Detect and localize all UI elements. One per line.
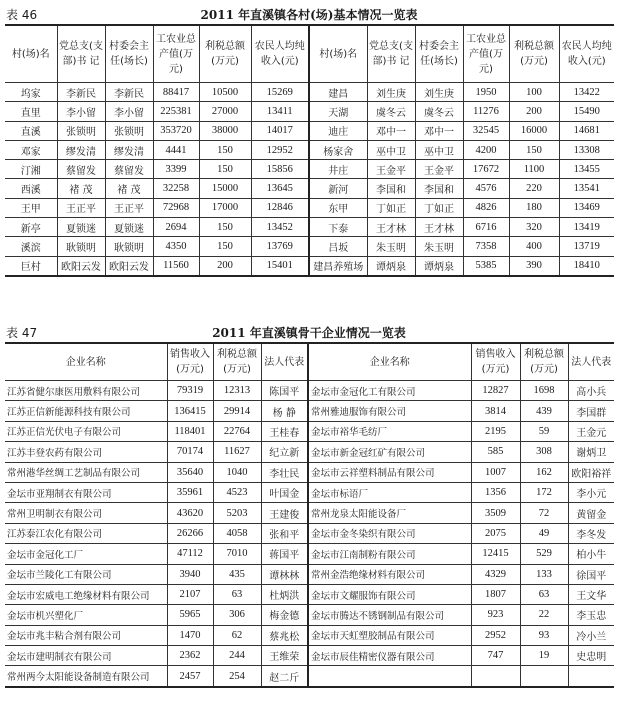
table-cell: 32545	[463, 121, 509, 140]
table-cell: 35640	[167, 462, 213, 482]
table-cell: 72968	[153, 198, 199, 217]
table-cell: 新河	[309, 179, 367, 198]
table-cell: 13419	[559, 218, 614, 237]
table-cell: 29914	[213, 401, 261, 421]
table47-label: 表 47	[6, 326, 38, 340]
table-cell: 常州港华丝绸工艺制品有限公司	[5, 462, 167, 482]
table-row	[5, 564, 614, 584]
table-cell: 金坛市新金冠红矿有限公司	[308, 442, 471, 462]
col-output-value: 工农业总产值(万元)	[153, 25, 199, 83]
table47-header	[0, 322, 618, 340]
table-cell: 12846	[251, 198, 309, 217]
table-cell: 22	[520, 605, 568, 625]
table-cell: 江苏正信光伏电子有限公司	[5, 421, 167, 441]
table-cell: 李新民	[105, 83, 153, 102]
table-cell: 张锁明	[57, 121, 105, 140]
table46-header-row	[5, 25, 614, 83]
table-cell: 王才林	[367, 218, 415, 237]
col-output-value: 工农业总产值(万元)	[463, 25, 509, 83]
table-cell: 150	[199, 140, 251, 159]
table-cell: 谭林林	[261, 564, 308, 584]
table-row	[5, 237, 614, 256]
col-profit-tax: 利税总额(万元)	[213, 343, 261, 381]
table-cell: 杜炳洪	[261, 584, 308, 604]
table-cell: 59	[520, 421, 568, 441]
table-cell: 72	[520, 503, 568, 523]
col-enterprise-name: 企业名称	[5, 343, 167, 381]
table-cell: 欧阳云发	[105, 256, 153, 276]
table-cell: 3509	[471, 503, 520, 523]
table-row	[5, 83, 614, 102]
table-cell: 李小留	[57, 102, 105, 121]
table-cell: 井庄	[309, 160, 367, 179]
table-cell: 金坛市文耀服饰有限公司	[308, 584, 471, 604]
table-cell: 丁如正	[415, 198, 463, 217]
col-party-secretary: 党总支(支部)书 记	[57, 25, 105, 83]
col-legal-representative: 法人代表	[261, 343, 308, 381]
table-cell: 欧阳云发	[57, 256, 105, 276]
table-row	[5, 503, 614, 523]
table-cell: 2457	[167, 666, 213, 687]
table-cell: 200	[199, 256, 251, 276]
table-cell: 谢炳卫	[568, 442, 614, 462]
table-cell: 3940	[167, 564, 213, 584]
table-cell: 李国和	[415, 179, 463, 198]
table-cell: 136415	[167, 401, 213, 421]
table-cell: 西溪	[5, 179, 57, 198]
col-per-capita-income: 农民人均纯收入(元)	[559, 25, 614, 83]
table-cell: 巫中卫	[415, 140, 463, 159]
table-cell: 王甲	[5, 198, 57, 217]
table-cell: 79319	[167, 381, 213, 401]
table-cell: 2952	[471, 625, 520, 645]
table-cell: 王正平	[105, 198, 153, 217]
table-cell: 220	[509, 179, 559, 198]
table-cell: 100	[509, 83, 559, 102]
table-row	[5, 523, 614, 543]
table-cell: 13719	[559, 237, 614, 256]
table-cell: 金坛市金冠化工厂	[5, 544, 167, 564]
table-cell: 1807	[471, 584, 520, 604]
table-cell: 63	[213, 584, 261, 604]
table-cell: 150	[199, 218, 251, 237]
table-cell: 李小留	[105, 102, 153, 121]
table46-village-overview	[5, 24, 614, 277]
table-cell: 金坛市宏威电工绝缘材料有限公司	[5, 584, 167, 604]
table-cell: 3399	[153, 160, 199, 179]
table-cell: 1356	[471, 482, 520, 502]
table-cell: 褚 茂	[105, 179, 153, 198]
table-cell: 张锁明	[105, 121, 153, 140]
table-cell: 320	[509, 218, 559, 237]
table-cell: 金坛市亚翔制衣有限公司	[5, 482, 167, 502]
table-cell: 丁如正	[367, 198, 415, 217]
table-cell: 1007	[471, 462, 520, 482]
table-cell: 刘生庚	[415, 83, 463, 102]
table-cell: 梅金德	[261, 605, 308, 625]
table-cell: 88417	[153, 83, 199, 102]
table-row	[5, 482, 614, 502]
table-cell: 15856	[251, 160, 309, 179]
table-cell: 306	[213, 605, 261, 625]
table-cell	[520, 666, 568, 687]
table-cell: 1470	[167, 625, 213, 645]
table-cell: 王才林	[415, 218, 463, 237]
table-cell: 常州金浩绝缘材料有限公司	[308, 564, 471, 584]
table-cell: 400	[509, 237, 559, 256]
table-cell: 7358	[463, 237, 509, 256]
table-cell: 朱玉明	[367, 237, 415, 256]
table-cell: 江苏正信新能源科技有限公司	[5, 401, 167, 421]
table-cell: 夏锁迷	[105, 218, 153, 237]
table-row	[5, 256, 614, 276]
table-cell: 93	[520, 625, 568, 645]
table-row	[5, 544, 614, 564]
table-cell: 1040	[213, 462, 261, 482]
table-cell: 1100	[509, 160, 559, 179]
table-cell: 朱玉明	[415, 237, 463, 256]
table-cell: 直溪	[5, 121, 57, 140]
table-cell: 虞冬云	[367, 102, 415, 121]
table-cell: 172	[520, 482, 568, 502]
table-cell: 43620	[167, 503, 213, 523]
table-cell: 金坛市金冬染织有限公司	[308, 523, 471, 543]
col-party-secretary: 党总支(支部)书 记	[367, 25, 415, 83]
table-cell: 李国群	[568, 401, 614, 421]
table-cell: 褚 茂	[57, 179, 105, 198]
table-cell: 江苏泰江农化有限公司	[5, 523, 167, 543]
table-cell: 王正平	[57, 198, 105, 217]
table-cell: 下泰	[309, 218, 367, 237]
table-cell: 李壮民	[261, 462, 308, 482]
table-row	[5, 381, 614, 401]
table-cell: 金坛市兆丰粘合剂有限公司	[5, 625, 167, 645]
table-cell: 13452	[251, 218, 309, 237]
table-cell: 133	[520, 564, 568, 584]
table-cell: 东甲	[309, 198, 367, 217]
table-cell: 2694	[153, 218, 199, 237]
table-cell: 10500	[199, 83, 251, 102]
table-cell: 天湖	[309, 102, 367, 121]
table-cell: 13455	[559, 160, 614, 179]
table-cell: 4329	[471, 564, 520, 584]
table-cell: 7010	[213, 544, 261, 564]
table-cell: 225381	[153, 102, 199, 121]
table-cell: 27000	[199, 102, 251, 121]
table-cell	[568, 666, 614, 687]
table-cell: 王建俊	[261, 503, 308, 523]
table-row	[5, 421, 614, 441]
table-cell: 汀湘	[5, 160, 57, 179]
table-cell: 49	[520, 523, 568, 543]
table-cell: 杨 静	[261, 401, 308, 421]
table-cell: 14017	[251, 121, 309, 140]
table-cell: 585	[471, 442, 520, 462]
table-cell: 1698	[520, 381, 568, 401]
table-cell: 李玉忠	[568, 605, 614, 625]
table-cell: 47112	[167, 544, 213, 564]
table-cell: 张和平	[261, 523, 308, 543]
table-cell: 王金元	[568, 421, 614, 441]
table46-header	[0, 4, 618, 22]
table-cell: 2362	[167, 646, 213, 666]
table47-title: 2011 年直溪镇骨干企业情况一览表	[212, 326, 406, 340]
table-cell: 22764	[213, 421, 261, 441]
table-cell: 黄留金	[568, 503, 614, 523]
table-cell: 308	[520, 442, 568, 462]
table-cell: 巨村	[5, 256, 57, 276]
table-cell: 常州龙泉太阳能设备厂	[308, 503, 471, 523]
table-cell: 150	[199, 160, 251, 179]
table-cell: 金坛市机兴塑化厂	[5, 605, 167, 625]
table-cell: 常州卫明制衣有限公司	[5, 503, 167, 523]
table-cell: 史忠明	[568, 646, 614, 666]
table-cell: 15490	[559, 102, 614, 121]
table-cell: 4350	[153, 237, 199, 256]
table-cell: 王桂春	[261, 421, 308, 441]
table-row	[5, 218, 614, 237]
table-cell: 建昌	[309, 83, 367, 102]
table-cell: 18410	[559, 256, 614, 276]
table47-header-row	[5, 343, 614, 381]
table-cell: 缪发清	[57, 140, 105, 159]
table46-label: 表 46	[6, 8, 38, 22]
table46-title: 2011 年直溪镇各村(场)基本情况一览表	[200, 8, 418, 22]
table-cell: 李小元	[568, 482, 614, 502]
table-cell: 谭炳泉	[415, 256, 463, 276]
table-cell: 坞家	[5, 83, 57, 102]
col-profit-tax: 利税总额(万元)	[199, 25, 251, 83]
table-cell: 蔡留发	[57, 160, 105, 179]
table-cell: 赵二斤	[261, 666, 308, 687]
table-cell: 13411	[251, 102, 309, 121]
table-cell: 江苏省健尔康医用敷料有限公司	[5, 381, 167, 401]
table-cell: 5385	[463, 256, 509, 276]
table-cell: 金坛市标语厂	[308, 482, 471, 502]
table-row	[5, 584, 614, 604]
table-cell: 162	[520, 462, 568, 482]
table-cell: 118401	[167, 421, 213, 441]
table-cell: 冷小兰	[568, 625, 614, 645]
table-cell: 150	[199, 237, 251, 256]
col-committee-director: 村委会主 任(场长)	[415, 25, 463, 83]
table-cell: 435	[213, 564, 261, 584]
table-cell: 13769	[251, 237, 309, 256]
table-cell: 缪发清	[105, 140, 153, 159]
table-cell: 439	[520, 401, 568, 421]
table-cell: 金坛市江南制粉有限公司	[308, 544, 471, 564]
table-cell: 13469	[559, 198, 614, 217]
col-legal-representative: 法人代表	[568, 343, 614, 381]
table-cell: 200	[509, 102, 559, 121]
table-cell: 李冬发	[568, 523, 614, 543]
table-cell: 王金平	[415, 160, 463, 179]
table-cell: 欧阳裕祥	[568, 462, 614, 482]
table-cell: 70174	[167, 442, 213, 462]
table-cell: 15269	[251, 83, 309, 102]
table-cell: 15401	[251, 256, 309, 276]
table-cell: 35961	[167, 482, 213, 502]
table-row	[5, 605, 614, 625]
table-cell: 溪滨	[5, 237, 57, 256]
table-cell: 16000	[509, 121, 559, 140]
table-cell: 迪庄	[309, 121, 367, 140]
table-cell: 建昌养殖场	[309, 256, 367, 276]
table-cell: 923	[471, 605, 520, 625]
table-cell: 金坛市腾达不锈钢制品有限公司	[308, 605, 471, 625]
table-cell: 5203	[213, 503, 261, 523]
table-cell: 江苏丰登农药有限公司	[5, 442, 167, 462]
table-cell: 254	[213, 666, 261, 687]
table-cell: 谭炳泉	[367, 256, 415, 276]
table-cell: 邓家	[5, 140, 57, 159]
table-cell: 陈国平	[261, 381, 308, 401]
table-cell: 金坛市辰佳精密仪器有限公司	[308, 646, 471, 666]
table-cell: 12313	[213, 381, 261, 401]
table-cell: 17672	[463, 160, 509, 179]
table-cell: 11627	[213, 442, 261, 462]
table-cell: 蒋国平	[261, 544, 308, 564]
table-cell: 17000	[199, 198, 251, 217]
table-row	[5, 625, 614, 645]
col-village: 村(场)名	[309, 25, 367, 83]
table-cell: 新亭	[5, 218, 57, 237]
table-cell: 常州雅迪服饰有限公司	[308, 401, 471, 421]
table-cell: 63	[520, 584, 568, 604]
table-row	[5, 462, 614, 482]
table-cell: 3814	[471, 401, 520, 421]
table-cell: 高小兵	[568, 381, 614, 401]
table-cell: 26266	[167, 523, 213, 543]
table-cell	[308, 666, 471, 687]
table-cell: 13422	[559, 83, 614, 102]
table-cell: 王文华	[568, 584, 614, 604]
table-cell: 直里	[5, 102, 57, 121]
table-row	[5, 198, 614, 217]
table-cell: 纪立新	[261, 442, 308, 462]
table-cell: 13645	[251, 179, 309, 198]
col-village: 村(场)名	[5, 25, 57, 83]
table-row	[5, 442, 614, 462]
table-cell: 4441	[153, 140, 199, 159]
table-cell: 李新民	[57, 83, 105, 102]
table-cell: 12952	[251, 140, 309, 159]
table-cell: 2107	[167, 584, 213, 604]
table-cell: 常州两今太阳能设备制造有限公司	[5, 666, 167, 687]
table-cell: 巫中卫	[367, 140, 415, 159]
table-cell: 邓中一	[367, 121, 415, 140]
table-cell: 夏锁迷	[57, 218, 105, 237]
table-cell: 5965	[167, 605, 213, 625]
col-sales-revenue: 销售收入(万元)	[167, 343, 213, 381]
table-cell: 2075	[471, 523, 520, 543]
table-cell: 38000	[199, 121, 251, 140]
table-cell: 4058	[213, 523, 261, 543]
table-cell: 244	[213, 646, 261, 666]
table-cell: 王金平	[367, 160, 415, 179]
table-cell: 金坛市兰陵化工有限公司	[5, 564, 167, 584]
table-cell: 150	[509, 140, 559, 159]
table-cell: 邓中一	[415, 121, 463, 140]
table-row	[5, 401, 614, 421]
table-cell: 12415	[471, 544, 520, 564]
table-cell: 金坛市天虹塑胶制品有限公司	[308, 625, 471, 645]
table-cell: 32258	[153, 179, 199, 198]
table-cell: 虞冬云	[415, 102, 463, 121]
table-cell: 4200	[463, 140, 509, 159]
table-cell: 353720	[153, 121, 199, 140]
table-row	[5, 121, 614, 140]
table-cell: 蔡兆松	[261, 625, 308, 645]
col-sales-revenue: 销售收入(万元)	[471, 343, 520, 381]
table-cell	[471, 666, 520, 687]
table-cell: 王维荣	[261, 646, 308, 666]
table-row	[5, 666, 614, 687]
table-row	[5, 179, 614, 198]
table-cell: 刘生庚	[367, 83, 415, 102]
col-profit-tax: 利税总额(万元)	[520, 343, 568, 381]
col-profit-tax: 利税总额(万元)	[509, 25, 559, 83]
col-per-capita-income: 农民人均纯收入(元)	[251, 25, 309, 83]
table-cell: 747	[471, 646, 520, 666]
table-cell: 12827	[471, 381, 520, 401]
table-cell: 李国和	[367, 179, 415, 198]
table-cell: 4826	[463, 198, 509, 217]
col-enterprise-name: 企业名称	[308, 343, 471, 381]
table-cell: 529	[520, 544, 568, 564]
table-cell: 金坛市建明制衣有限公司	[5, 646, 167, 666]
table-cell: 耿锁明	[57, 237, 105, 256]
table-cell: 62	[213, 625, 261, 645]
table-cell: 叶国金	[261, 482, 308, 502]
table-cell: 蔡留发	[105, 160, 153, 179]
table-cell: 金坛市金冠化工有限公司	[308, 381, 471, 401]
table-cell: 11560	[153, 256, 199, 276]
table-cell: 390	[509, 256, 559, 276]
table-cell: 11276	[463, 102, 509, 121]
table-cell: 13308	[559, 140, 614, 159]
table-cell: 金坛市裕华毛纺厂	[308, 421, 471, 441]
table-cell: 14681	[559, 121, 614, 140]
table-cell: 15000	[199, 179, 251, 198]
table-row	[5, 102, 614, 121]
table-row	[5, 646, 614, 666]
table-cell: 2195	[471, 421, 520, 441]
table-cell: 耿锁明	[105, 237, 153, 256]
table47-enterprise-overview	[5, 342, 614, 688]
table-cell: 徐国平	[568, 564, 614, 584]
table-row	[5, 140, 614, 159]
table-cell: 金坛市云祥塑料制品有限公司	[308, 462, 471, 482]
table-cell: 4576	[463, 179, 509, 198]
table-cell: 4523	[213, 482, 261, 502]
table-cell: 6716	[463, 218, 509, 237]
table-cell: 柏小牛	[568, 544, 614, 564]
col-committee-director: 村委会主 任(场长)	[105, 25, 153, 83]
table-row	[5, 160, 614, 179]
table-cell: 19	[520, 646, 568, 666]
table-cell: 180	[509, 198, 559, 217]
table-cell: 13541	[559, 179, 614, 198]
table-cell: 吕坂	[309, 237, 367, 256]
table-cell: 杨家舍	[309, 140, 367, 159]
table-cell: 1950	[463, 83, 509, 102]
